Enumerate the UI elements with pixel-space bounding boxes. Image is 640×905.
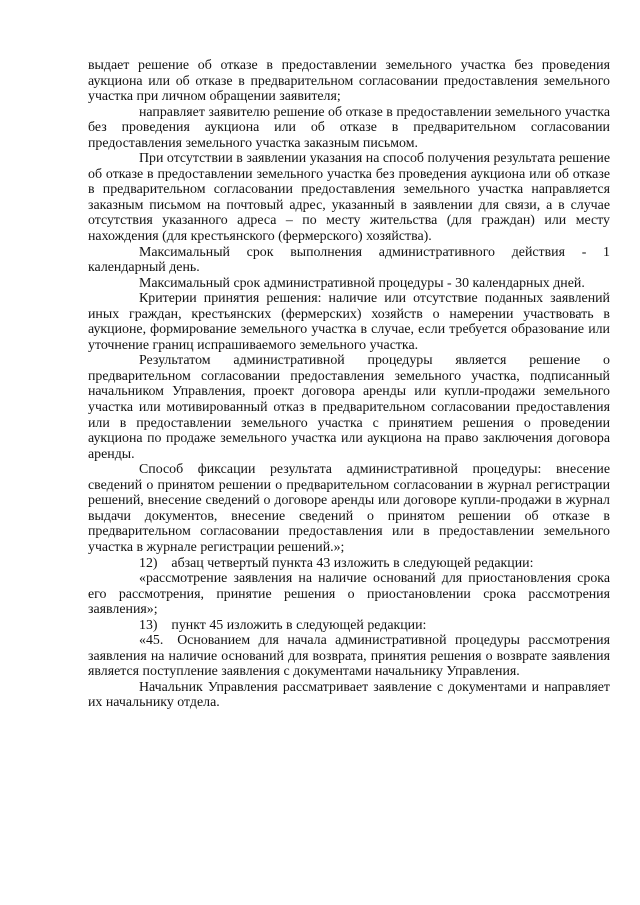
document-page (88, 58, 610, 711)
para-decision-criteria: Критерии принятия решения: наличие или отсутствие поданных заявлений иных граждан, крестьянских (фермерских) хозяйств о намерении участвовать в аукционе, формирование земельного участка в случае, если требуется образование или уточнение границ испрашиваемого земельного участка. (88, 291, 610, 353)
para-refusal-decision: выдает решение об отказе в предоставлении земельного участка без проведения аукциона или об отказе в предварительном согласовании предоставления земельного участка при личном обращении заявителя; (88, 58, 610, 105)
para-max-procedure-term: Максимальный срок административной процедуры - 30 календарных дней. (139, 275, 585, 291)
para-max-action-term: Максимальный срок выполнения административного действия - 1 календарный день. (88, 244, 610, 276)
para-item-45: «45. Основанием для начала административной процедуры рассмотрения заявления на наличие оснований для возврата, принятия решения о возврате заявления является поступление заявления с документами начальнику Управления. (88, 633, 610, 680)
para-head-review: Начальник Управления рассматривает заявление с документами и направляет их начальнику отдела. (88, 679, 610, 711)
para-item-12: 12) абзац четвертый пункта 43 изложить в следующей редакции: (139, 555, 534, 571)
para-result-recording: Способ фиксации результата административной процедуры: внесение сведений о принятом решении о предварительном согласовании в журнал регистрации решений, внесение сведений о договоре аренды или договоре купли-продажи в журнал выдачи документов, внесение сведений о принятом решении об отказе в предварительном согласовании предоставления или в предоставлении земельного участка в журнале регистрации решений.»; (88, 462, 610, 555)
para-item-13: 13) пункт 45 изложить в следующей редакции: (139, 617, 427, 633)
para-no-method-specified: При отсутствии в заявлении указания на способ получения результата решение об отказе в предоставлении земельного участка без проведения аукциона или об отказе в предварительном согласовании предоставления земельного участка направляется заказным письмом на почтовый адрес, указанный в заявлении для связи, а в случае отсутствия указанного адреса – по месту жительства (для граждан) или месту нахождения (для крестьянского (фермерского) хозяйства). (88, 151, 610, 245)
para-send-by-mail: направляет заявителю решение об отказе в предоставлении земельного участка без проведения аукциона или об отказе в предварительном согласовании предоставления земельного участка заказным письмом. (88, 104, 610, 151)
para-procedure-result: Результатом административной процедуры является решение о предварительном согласовании предоставления земельного участка, подписанный начальником Управления, проект договора аренды или купли-продажи земельного участка или мотивированный отказ в предварительном согласовании предоставления или в предоставлении земельного участка с принятием решения о проведении аукциона по продаже земельного участка или аукциона на право заключения договора аренды. (88, 353, 610, 462)
para-item-12-quote: «рассмотрение заявления на наличие оснований для приостановления срока его рассмотрения, принятие решения о приостановлении срока рассмотрения заявления»; (88, 571, 610, 618)
